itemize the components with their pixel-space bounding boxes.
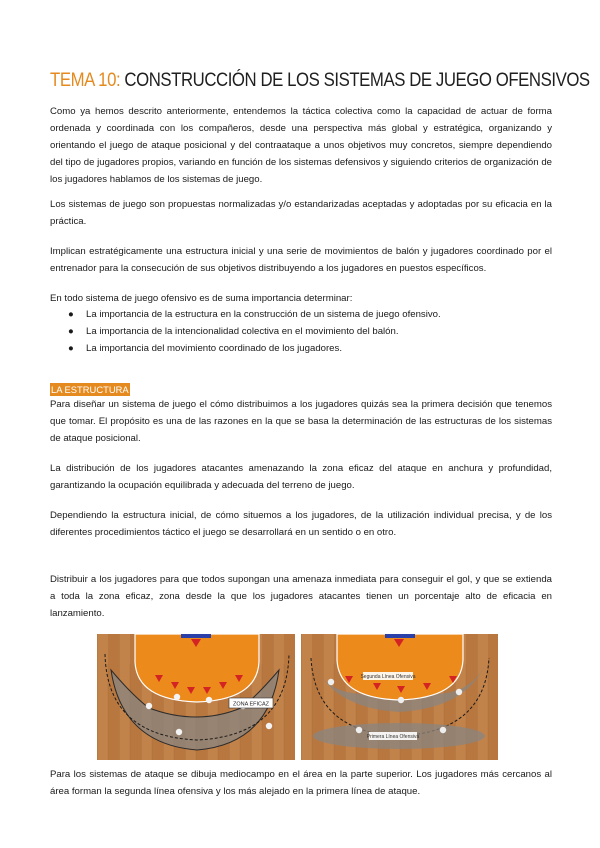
bullet-icon: ●: [68, 343, 74, 354]
bullet-icon: ●: [68, 326, 74, 337]
attacker-marker: [176, 729, 182, 735]
title-text: CONSTRUCCIÓN DE LOS SISTEMAS DE JUEGO OFENSIVOS: [124, 69, 590, 91]
paragraph-determine: En todo sistema de juego ofensivo es de suma importancia determinar:: [50, 293, 353, 304]
title-number: TEMA 10:: [50, 69, 121, 91]
paragraph-strategy: Implican estratégicamente una estructura inicial y una serie de movimientos de balón y jugadores coordinado por el entrenador para la consecución de sus objetivos distribuyendo a los jugadores en puestos específicos.: [50, 246, 552, 274]
goal-icon: [385, 634, 415, 638]
section-heading: LA ESTRUCTURA: [51, 384, 129, 395]
paragraph-definition: Los sistemas de juego son propuestas normalizadas y/o estandarizadas aceptadas y adoptadas por su eficacia en la práctica.: [50, 199, 552, 227]
attacker-marker: [174, 694, 180, 700]
paragraph-intro: Como ya hemos descrito anteriormente, entendemos la táctica colectiva como la capacidad de actuar de forma ordenada y coordinada con los compañeros, desde una perspectiva más global y estratégica, organizando y orientando el juego de ataque posicional y del contraataque a unos objetivos muy concretos, siempre dependiendo del tipo de jugadores propios, variando en función de los sistemas defensivos y siguiendo criterios de organización de los jugadores hablamos de los sistemas de juego.: [50, 106, 552, 185]
bullet-icon: ●: [68, 309, 74, 320]
first-line-label: Primera Línea Ofensiva: [366, 734, 420, 740]
attacker-marker: [328, 679, 334, 685]
paragraph-attack-systems: Para los sistemas de ataque se dibuja mediocampo en el área en la parte superior. Los jugadores más cercanos al área forman la segunda línea ofensiva y los más alejado en la primera línea de ataque.: [50, 769, 552, 797]
attacker-marker: [456, 689, 462, 695]
attacker-marker: [266, 723, 272, 729]
attacker-marker: [440, 727, 446, 733]
attacker-marker: [356, 727, 362, 733]
paragraph-design: Para diseñar un sistema de juego el cómo distribuimos a los jugadores quizás sea la primera decisión que tenemos que tomar. El propósito es una de las razones en la que se basa la determinación de las estructuras de los sistemas de ataque posicional.: [50, 399, 552, 444]
court-diagram-offensive-lines: [301, 634, 498, 760]
goal-icon: [181, 634, 211, 638]
paragraph-distribution: La distribución de los jugadores atacantes amenazando la zona eficaz del ataque en anchura y profundidad, garantizando la ocupación equilibrada y adecuada del terreno de juego.: [50, 463, 552, 491]
second-line-label: Segunda Línea Ofensiva: [360, 674, 416, 680]
attacker-marker: [206, 697, 212, 703]
attacker-marker: [146, 703, 152, 709]
list-item: ● La importancia del movimiento coordinado de los jugadores.: [50, 340, 441, 357]
zone-label: ZONA EFICAZ: [232, 701, 270, 708]
paragraph-initial-structure: Dependiendo la estructura inicial, de cómo situemos a los jugadores, de la utilización individual precisa, y de los diferentes procedimientos táctico el juego se desarrollará en un sentido o en otro.: [50, 510, 552, 538]
importance-list: [50, 306, 441, 357]
court-diagram-effective-zone: [97, 634, 295, 760]
paragraph-distribute-players: Distribuir a los jugadores para que todos supongan una amenaza inmediata para conseguir el gol, y que se extienda a toda la zona eficaz, zona desde la que los jugadores atacantes tienen un porcentaje alto de eficacia en lanzamiento.: [50, 574, 552, 619]
list-item: ● La importancia de la estructura en la construcción de un sistema de juego ofensivo.: [50, 306, 441, 323]
attacker-marker: [398, 697, 404, 703]
page-title: [50, 69, 590, 92]
list-item: ● La importancia de la intencionalidad colectiva en el movimiento del balón.: [50, 323, 441, 340]
